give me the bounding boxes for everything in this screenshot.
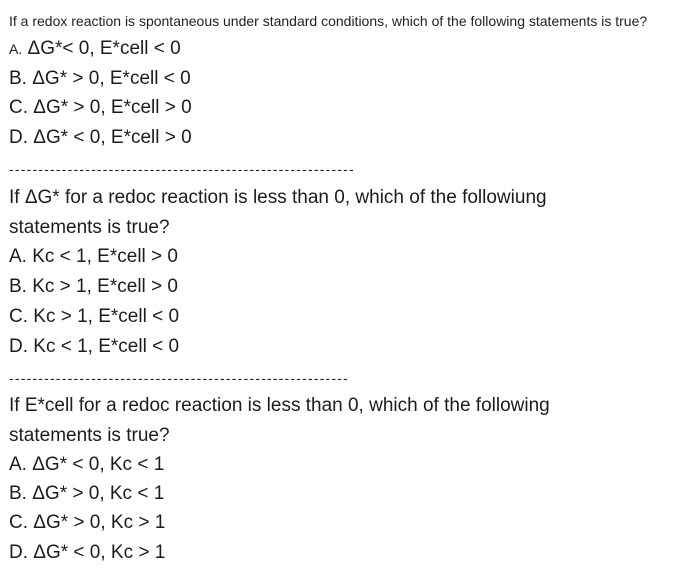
option-text: Kc < 1, E*cell < 0: [33, 336, 180, 357]
option-letter: C.: [9, 306, 28, 327]
option-letter: B.: [9, 68, 27, 89]
question-3-line-1: If E*cell for a redoc reaction is less than 0, which of the following: [9, 395, 550, 416]
option-letter: D.: [9, 127, 28, 148]
question-2-option-d: [9, 335, 179, 359]
option-letter: A.: [9, 246, 27, 267]
question-3-option-b: [9, 482, 164, 506]
option-text: ΔG* > 0, Kc > 1: [33, 512, 166, 533]
option-text: ΔG* < 0, E*cell > 0: [33, 127, 192, 148]
question-2-option-b: [9, 275, 178, 299]
option-letter: A.: [9, 454, 27, 475]
option-letter: D.: [9, 542, 28, 563]
option-text: Kc > 1, E*cell < 0: [33, 306, 180, 327]
option-text: ΔG* > 0, E*cell > 0: [33, 97, 192, 118]
option-text: ΔG* > 0, Kc < 1: [32, 483, 165, 504]
option-letter: B.: [9, 276, 27, 297]
question-1-option-b: [9, 67, 191, 91]
question-3-option-d: [9, 541, 165, 565]
option-text: Kc < 1, E*cell > 0: [32, 246, 178, 267]
option-text: Kc > 1, E*cell > 0: [32, 276, 178, 297]
option-text: ΔG* < 0, Kc < 1: [32, 454, 165, 475]
question-1-option-a: [9, 37, 181, 61]
option-text: ΔG*< 0, E*cell < 0: [27, 38, 181, 59]
question-2-option-a: [9, 245, 178, 269]
option-letter: C.: [9, 97, 28, 118]
option-text: ΔG* < 0, Kc > 1: [33, 542, 166, 563]
question-3-line-2: statements is true?: [9, 425, 170, 446]
option-letter: B.: [9, 483, 27, 504]
separator-line: -----------------------------------------------------------: [9, 162, 355, 176]
question-2-line-2: statements is true?: [9, 217, 170, 238]
question-3-option-a: [9, 453, 164, 477]
question-1-option-c: [9, 96, 192, 120]
question-1-option-d: [9, 126, 192, 150]
option-letter: D.: [9, 336, 28, 357]
separator-line: ----------------------------------------------------------: [9, 371, 350, 385]
option-text: ΔG* > 0, E*cell < 0: [32, 68, 191, 89]
question-3-option-c: [9, 511, 165, 535]
question-2-line-1: If ΔG* for a redoc reaction is less than 0, which of the followiung: [9, 187, 547, 208]
option-letter: A.: [9, 41, 23, 57]
option-letter: C.: [9, 512, 28, 533]
question-1-title: If a redox reaction is spontaneous under standard conditions, which of the following statements is true?: [9, 13, 648, 29]
question-2-option-c: [9, 305, 179, 329]
